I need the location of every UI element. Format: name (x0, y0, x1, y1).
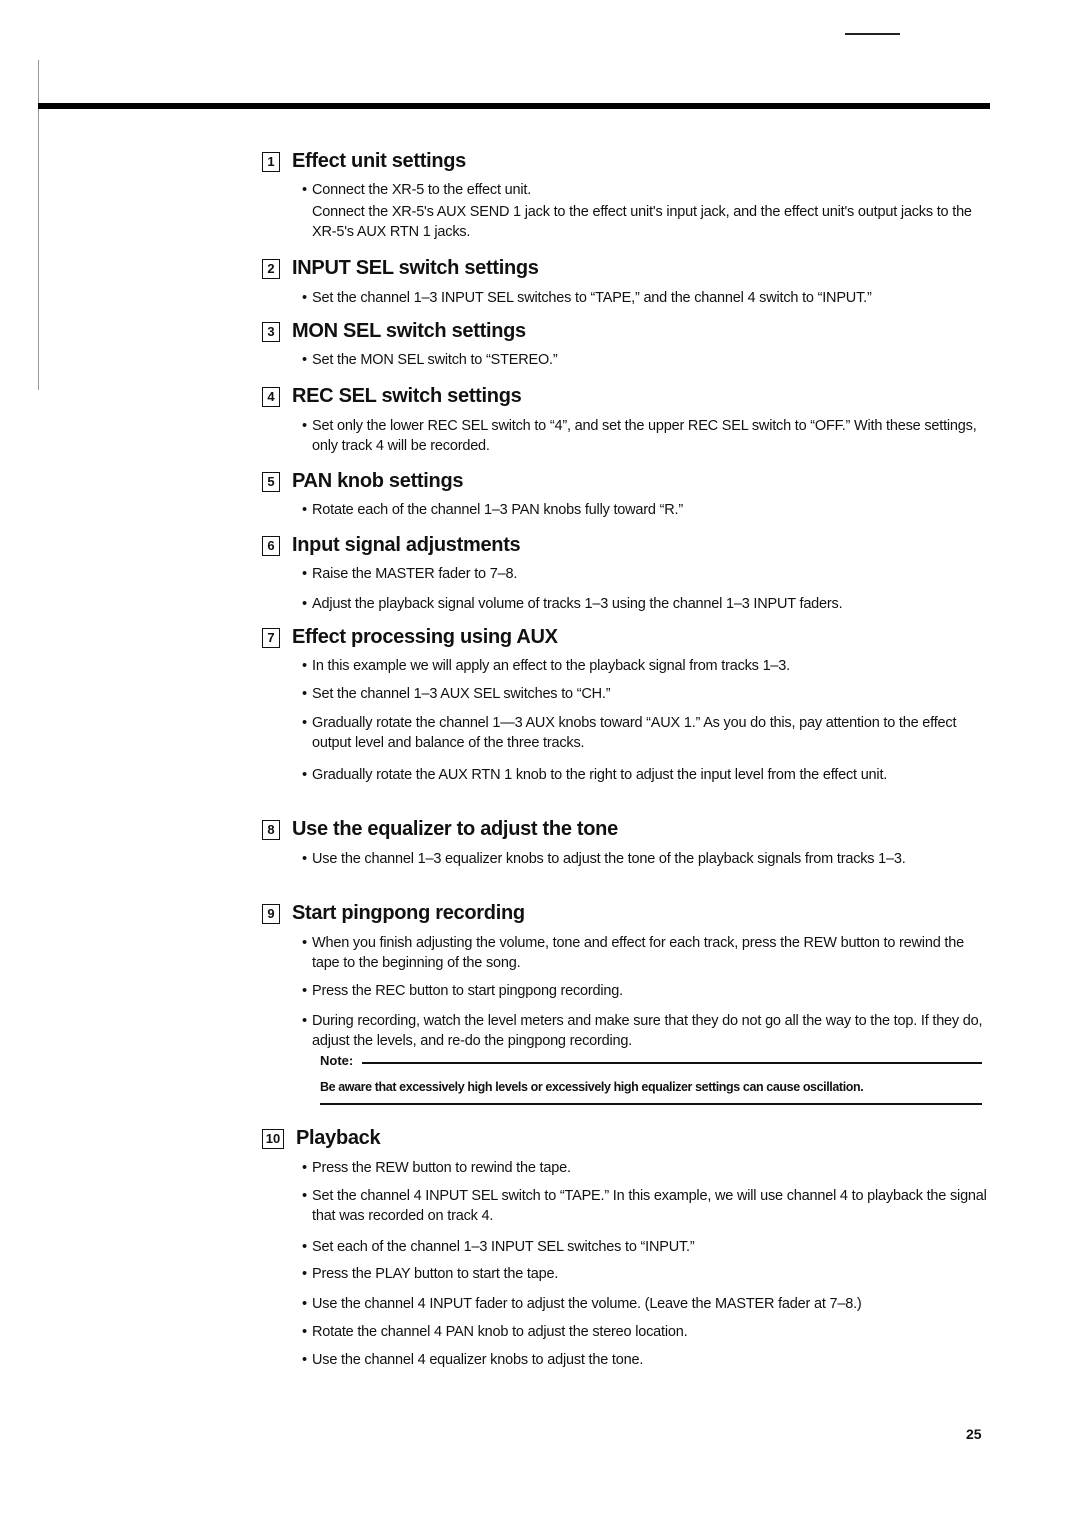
top-rule-short (845, 33, 900, 35)
bullet-text: Set only the lower REC SEL switch to “4”, and set the upper REC SEL switch to “OFF.” With these settings, only track 4 will be recorded. (312, 418, 977, 454)
bullet-item (302, 684, 992, 704)
bullet-item (302, 713, 992, 753)
section-title: Effect unit settings (292, 150, 467, 172)
header-rule (38, 103, 990, 109)
section-title: Effect processing using AUX (292, 626, 558, 648)
bullet-item (302, 416, 992, 456)
bullet-icon: • (302, 1296, 307, 1312)
bullet-icon: • (302, 715, 307, 731)
step-number-box: 2 (262, 259, 280, 279)
bullet-icon: • (302, 851, 307, 867)
bullet-text: Set the MON SEL switch to “STEREO.” (312, 352, 558, 368)
bullet-text: Use the channel 4 equalizer knobs to adjust the tone. (312, 1352, 644, 1368)
bullet-icon: • (302, 566, 307, 582)
bullet-icon: • (302, 983, 307, 999)
bullet-icon: • (302, 1188, 307, 1204)
bullet-item (302, 849, 992, 869)
bullet-icon: • (302, 352, 307, 368)
bullet-text: Press the REW button to rewind the tape. (312, 1160, 571, 1176)
section-heading (262, 902, 525, 925)
bullet-text: In this example we will apply an effect to the playback signal from tracks 1–3. (312, 658, 790, 674)
bullet-text: During recording, watch the level meters and make sure that they do not go all the way to the top. If they do, adjust the levels, and re-do the pingpong recording. (312, 1013, 983, 1049)
bullet-item (302, 1011, 992, 1051)
bullet-item (302, 180, 992, 200)
bullet-icon: • (302, 418, 307, 434)
bullet-icon: • (302, 1266, 307, 1282)
bullet-text: Set the channel 4 INPUT SEL switch to “TAPE.” In this example, we will use channel 4 to playback the signal that was recorded on track 4. (312, 1188, 987, 1224)
section-title: REC SEL switch settings (292, 385, 522, 407)
bullet-text: Gradually rotate the channel 1—3 AUX knobs toward “AUX 1.” As you do this, pay attention to the effect output level and balance of the three tracks. (312, 715, 957, 751)
bullet-text: Set the channel 1–3 INPUT SEL switches to “TAPE,” and the channel 4 switch to “INPUT.” (312, 290, 872, 306)
step-number-box: 7 (262, 628, 280, 648)
section-heading (262, 320, 526, 343)
section-heading (262, 150, 466, 173)
bullet-item (302, 564, 992, 584)
bullet-icon: • (302, 686, 307, 702)
section-title: Start pingpong recording (292, 902, 525, 924)
bullet-text: Rotate each of the channel 1–3 PAN knobs fully toward “R.” (312, 502, 683, 518)
section-title: PAN knob settings (292, 470, 464, 492)
bullet-item (302, 1350, 992, 1370)
margin-line (38, 60, 39, 390)
note-divider-bottom (320, 1103, 982, 1105)
bullet-icon: • (302, 290, 307, 306)
step-number-box: 1 (262, 152, 280, 172)
bullet-icon: • (302, 1352, 307, 1368)
bullet-item (302, 500, 992, 520)
section-title: MON SEL switch settings (292, 320, 526, 342)
bullet-icon: • (302, 182, 307, 198)
bullet-text: Use the channel 4 INPUT fader to adjust the volume. (Leave the MASTER fader at 7–8.) (312, 1296, 862, 1312)
bullet-text: Set the channel 1–3 AUX SEL switches to “CH.” (312, 686, 611, 702)
bullet-text: Set each of the channel 1–3 INPUT SEL switches to “INPUT.” (312, 1239, 695, 1255)
bullet-item (302, 288, 992, 308)
section-title: INPUT SEL switch settings (292, 257, 539, 279)
bullet-item (302, 350, 992, 370)
bullet-item (302, 656, 992, 676)
bullet-item (302, 933, 992, 973)
bullet-text: Press the REC button to start pingpong recording. (312, 983, 623, 999)
bullet-icon: • (302, 1239, 307, 1255)
note-divider-top (362, 1062, 982, 1064)
bullet-icon: • (302, 1013, 307, 1029)
step-number-box: 9 (262, 904, 280, 924)
section-heading (262, 534, 520, 557)
section-heading (262, 470, 463, 493)
bullet-text: Rotate the channel 4 PAN knob to adjust the stereo location. (312, 1324, 688, 1340)
bullet-item (302, 1264, 992, 1284)
page-number: 25 (966, 1426, 982, 1442)
bullet-item (302, 1294, 992, 1314)
bullet-item (302, 1186, 992, 1226)
bullet-icon: • (302, 502, 307, 518)
bullet-icon: • (302, 767, 307, 783)
step-number-box: 4 (262, 387, 280, 407)
bullet-icon: • (302, 935, 307, 951)
bullet-item (302, 765, 992, 785)
bullet-item (302, 1158, 992, 1178)
section-heading (262, 385, 521, 408)
step-number-box: 6 (262, 536, 280, 556)
bullet-icon: • (302, 1160, 307, 1176)
bullet-text: Connect the XR-5's AUX SEND 1 jack to the effect unit's input jack, and the effect unit's output jacks to the XR-5's AUX RTN 1 jacks. (312, 204, 972, 240)
section-title: Playback (296, 1127, 381, 1149)
bullet-item (302, 594, 992, 614)
note-label: Note: (320, 1053, 354, 1068)
bullet-text: Connect the XR-5 to the effect unit. (312, 182, 532, 198)
section-heading (262, 626, 558, 649)
step-number-box: 5 (262, 472, 280, 492)
bullet-text: Gradually rotate the AUX RTN 1 knob to the right to adjust the input level from the effect unit. (312, 767, 888, 783)
bullet-item (302, 981, 992, 1001)
bullet-text: Adjust the playback signal volume of tracks 1–3 using the channel 1–3 INPUT faders. (312, 596, 843, 612)
bullet-text: When you finish adjusting the volume, tone and effect for each track, press the REW button to rewind the tape to the beginning of the song. (312, 935, 964, 971)
section-title: Input signal adjustments (292, 534, 521, 556)
bullet-icon: • (302, 658, 307, 674)
bullet-text: Raise the MASTER fader to 7–8. (312, 566, 518, 582)
step-number-box: 10 (262, 1129, 284, 1149)
bullet-item (302, 1322, 992, 1342)
section-heading (262, 818, 618, 841)
bullet-text: Use the channel 1–3 equalizer knobs to adjust the tone of the playback signals from tracks 1–3. (312, 851, 906, 867)
bullet-text: Press the PLAY button to start the tape. (312, 1266, 559, 1282)
section-heading (262, 1127, 380, 1150)
bullet-icon: • (302, 1324, 307, 1340)
bullet-item (312, 202, 992, 242)
section-title: Use the equalizer to adjust the tone (292, 818, 618, 840)
section-heading (262, 257, 539, 280)
bullet-item (302, 1237, 992, 1257)
bullet-icon: • (302, 596, 307, 612)
step-number-box: 3 (262, 322, 280, 342)
note-text: Be aware that excessively high levels or excessively high equalizer settings can cause oscillation. (320, 1080, 864, 1094)
step-number-box: 8 (262, 820, 280, 840)
